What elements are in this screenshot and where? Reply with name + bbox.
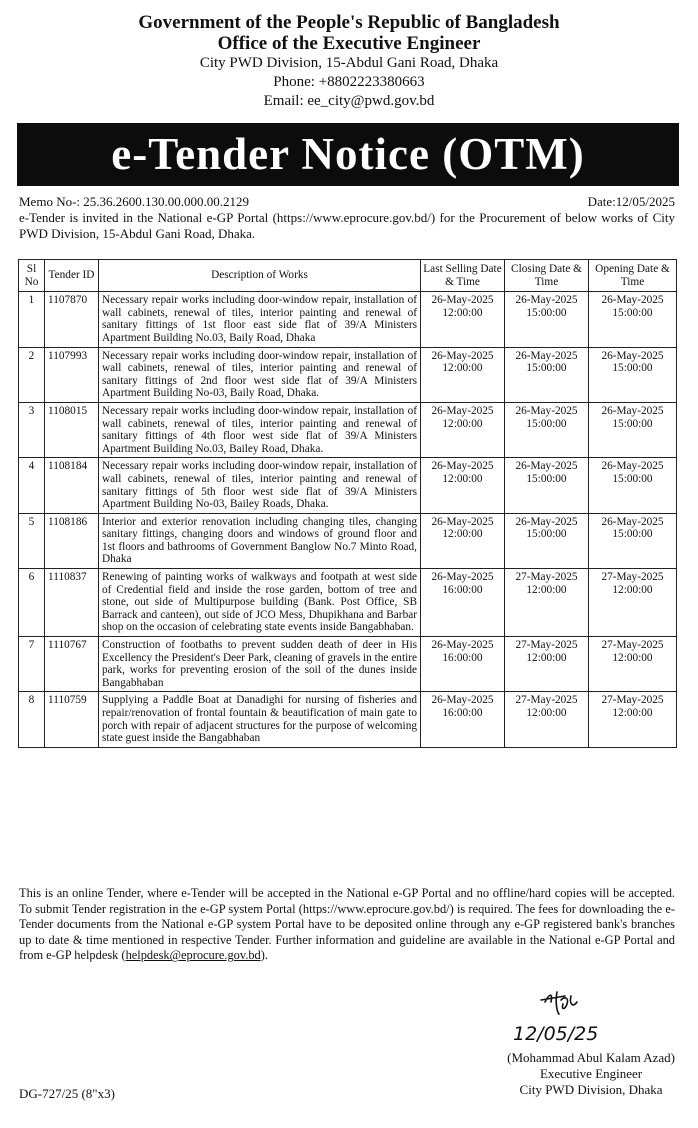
cell-closing: 26-May-2025 15:00:00 bbox=[505, 513, 589, 568]
cell-closing: 26-May-2025 15:00:00 bbox=[505, 402, 589, 457]
cell-closing: 27-May-2025 12:00:00 bbox=[505, 637, 589, 692]
dg-number: DG-727/25 (8"x3) bbox=[19, 1086, 115, 1101]
cell-description: Supplying a Paddle Boat at Danadighi for nursing of fisheries and repair/renovation of frontal fountain & beautification of main gate to porch with repair of adjacent structures for the purpose of welcoming state guest inside the Bangabhaban bbox=[99, 692, 421, 747]
cell-last-selling: 26-May-2025 12:00:00 bbox=[421, 347, 505, 402]
cell-tender-id: 1108186 bbox=[45, 513, 99, 568]
footer-end: ). bbox=[260, 948, 268, 963]
letterhead bbox=[0, 12, 698, 111]
table-row bbox=[19, 637, 677, 692]
handwritten-signature bbox=[505, 988, 635, 1048]
cell-opening: 26-May-2025 15:00:00 bbox=[589, 402, 677, 457]
cell-closing: 26-May-2025 15:00:00 bbox=[505, 292, 589, 347]
cell-last-selling: 26-May-2025 16:00:00 bbox=[421, 637, 505, 692]
table-row bbox=[19, 458, 677, 513]
memo-row bbox=[19, 194, 675, 209]
cell-sl: 7 bbox=[19, 637, 45, 692]
signer-name: (Mohammad Abul Kalam Azad) bbox=[507, 1050, 675, 1065]
cell-description: Construction of footbaths to prevent sudden death of deer in His Excellency the President's Deer Park, cleaning of gravels in the entire park, works for preventing erosion of the soil of the dunes inside Bangabhaban bbox=[99, 637, 421, 692]
cell-last-selling: 26-May-2025 12:00:00 bbox=[421, 292, 505, 347]
table-row bbox=[19, 292, 677, 347]
header-sl: Sl No bbox=[19, 260, 45, 292]
cell-sl: 3 bbox=[19, 402, 45, 457]
header-last-selling: Last Selling Date & Time bbox=[421, 260, 505, 292]
helpdesk-email-link[interactable]: helpdesk@eprocure.gov.bd bbox=[125, 948, 261, 963]
cell-opening: 27-May-2025 12:00:00 bbox=[589, 692, 677, 747]
cell-sl: 4 bbox=[19, 458, 45, 513]
office-phone: Phone: +8802223380663 bbox=[273, 74, 425, 90]
table-row bbox=[19, 569, 677, 637]
cell-description: Necessary repair works including door-window repair, installation of wall cabinets, renewal of tiles, interior painting and renewal of sanitary fittings of 1st floor east side flat of 39/A Ministers Apartment Building No.03, Baily Road, Dhaka bbox=[99, 292, 421, 347]
cell-opening: 26-May-2025 15:00:00 bbox=[589, 513, 677, 568]
footer-paragraph bbox=[19, 886, 675, 964]
cell-opening: 26-May-2025 15:00:00 bbox=[589, 292, 677, 347]
signature-date: 12/05/25 bbox=[513, 1023, 599, 1045]
table-header-row bbox=[19, 260, 677, 292]
cell-last-selling: 26-May-2025 16:00:00 bbox=[421, 692, 505, 747]
table-row bbox=[19, 347, 677, 402]
table-row bbox=[19, 692, 677, 747]
table-row bbox=[19, 513, 677, 568]
header-closing: Closing Date & Time bbox=[505, 260, 589, 292]
cell-tender-id: 1110837 bbox=[45, 569, 99, 637]
cell-sl: 6 bbox=[19, 569, 45, 637]
footer-text: This is an online Tender, where e-Tender will be accepted in the National e-GP Portal and no offline/hard copies will be accepted. To submit Tender registration in the e-GP system Portal (https://www.eprocure.gov.bd/) is required. The fees for downloading the e-Tender documents from the National e-GP system Portal have to be deposited online through any e-GP registered bank's branches up to date & time mentioned in respective Tender. Further information and guideline are available in the National e-GP Portal and from e-GP helpdesk ( bbox=[19, 886, 675, 963]
memo-number: Memo No-: 25.36.2600.130.00.000.00.2129 bbox=[19, 194, 250, 209]
notice-banner: e-Tender Notice (OTM) bbox=[17, 123, 679, 186]
tender-table bbox=[18, 259, 677, 748]
signer-block bbox=[507, 1050, 675, 1098]
cell-sl: 2 bbox=[19, 347, 45, 402]
cell-closing: 26-May-2025 15:00:00 bbox=[505, 458, 589, 513]
cell-tender-id: 1108015 bbox=[45, 402, 99, 457]
cell-tender-id: 1107993 bbox=[45, 347, 99, 402]
notice-date: Date:12/05/2025 bbox=[587, 194, 675, 209]
government-title: Government of the People's Republic of Bangladesh bbox=[138, 12, 560, 33]
cell-closing: 26-May-2025 15:00:00 bbox=[505, 347, 589, 402]
cell-sl: 5 bbox=[19, 513, 45, 568]
cell-last-selling: 26-May-2025 16:00:00 bbox=[421, 569, 505, 637]
cell-last-selling: 26-May-2025 12:00:00 bbox=[421, 513, 505, 568]
intro-paragraph: e-Tender is invited in the National e-GP Portal (https://www.eprocure.gov.bd/) for the Procurement of below works of City PWD Division, 15-Abdul Gani Road, Dhaka. bbox=[19, 210, 675, 241]
cell-description: Renewing of painting works of walkways and footpath at west side of Credential field and inside the rose garden, bottom of tree and stone, out side of Multipurpose building (Bank. Post Office, SB Barrack and canteen), out side of JCO Mess, Dhupikhana and Barbar shop on the occasion of celebrating state events inside Bangabhaban. bbox=[99, 569, 421, 637]
office-address: City PWD Division, 15-Abdul Gani Road, Dhaka bbox=[199, 55, 499, 71]
cell-description: Necessary repair works including door-window repair, installation of wall cabinets, renewal of tiles, interior painting and renewal of sanitary fittings of 5th floor west side flat of 39/A Ministers Apartment Building No-03, Bailey Roads, Dhaka. bbox=[99, 458, 421, 513]
header-opening: Opening Date & Time bbox=[589, 260, 677, 292]
cell-closing: 27-May-2025 12:00:00 bbox=[505, 569, 589, 637]
table-row bbox=[19, 402, 677, 457]
cell-description: Interior and exterior renovation including changing tiles, changing sanitary fittings, changing doors and windows of ground floor and 1st floors and bathrooms of Government Banglow No.7 Minto Road, Dhaka bbox=[99, 513, 421, 568]
cell-tender-id: 1110759 bbox=[45, 692, 99, 747]
cell-last-selling: 26-May-2025 12:00:00 bbox=[421, 402, 505, 457]
header-tender-id: Tender ID bbox=[45, 260, 99, 292]
cell-opening: 26-May-2025 15:00:00 bbox=[589, 347, 677, 402]
cell-opening: 26-May-2025 15:00:00 bbox=[589, 458, 677, 513]
cell-opening: 27-May-2025 12:00:00 bbox=[589, 569, 677, 637]
cell-last-selling: 26-May-2025 12:00:00 bbox=[421, 458, 505, 513]
cell-opening: 27-May-2025 12:00:00 bbox=[589, 637, 677, 692]
cell-description: Necessary repair works including door-window repair, installation of wall cabinets, renewal of tiles, interior painting and renewal of sanitary fittings of 2nd floor west side flat of 39/A Ministers Apartment Building No-03, Baily Road, Dhaka. bbox=[99, 347, 421, 402]
cell-closing: 27-May-2025 12:00:00 bbox=[505, 692, 589, 747]
signer-office: City PWD Division, Dhaka bbox=[519, 1082, 663, 1097]
cell-tender-id: 1110767 bbox=[45, 637, 99, 692]
cell-tender-id: 1107870 bbox=[45, 292, 99, 347]
cell-tender-id: 1108184 bbox=[45, 458, 99, 513]
header-description: Description of Works bbox=[99, 260, 421, 292]
cell-sl: 1 bbox=[19, 292, 45, 347]
cell-sl: 8 bbox=[19, 692, 45, 747]
office-email: Email: ee_city@pwd.gov.bd bbox=[263, 93, 435, 109]
cell-description: Necessary repair works including door-window repair, installation of wall cabinets, renewal of tiles, interior painting and renewal of sanitary fittings of 4th floor west side flat of 39/A Ministers Apartment Building No.03, Bailey Road, Dhaka. bbox=[99, 402, 421, 457]
office-title: Office of the Executive Engineer bbox=[217, 33, 481, 54]
signer-title: Executive Engineer bbox=[539, 1066, 643, 1081]
